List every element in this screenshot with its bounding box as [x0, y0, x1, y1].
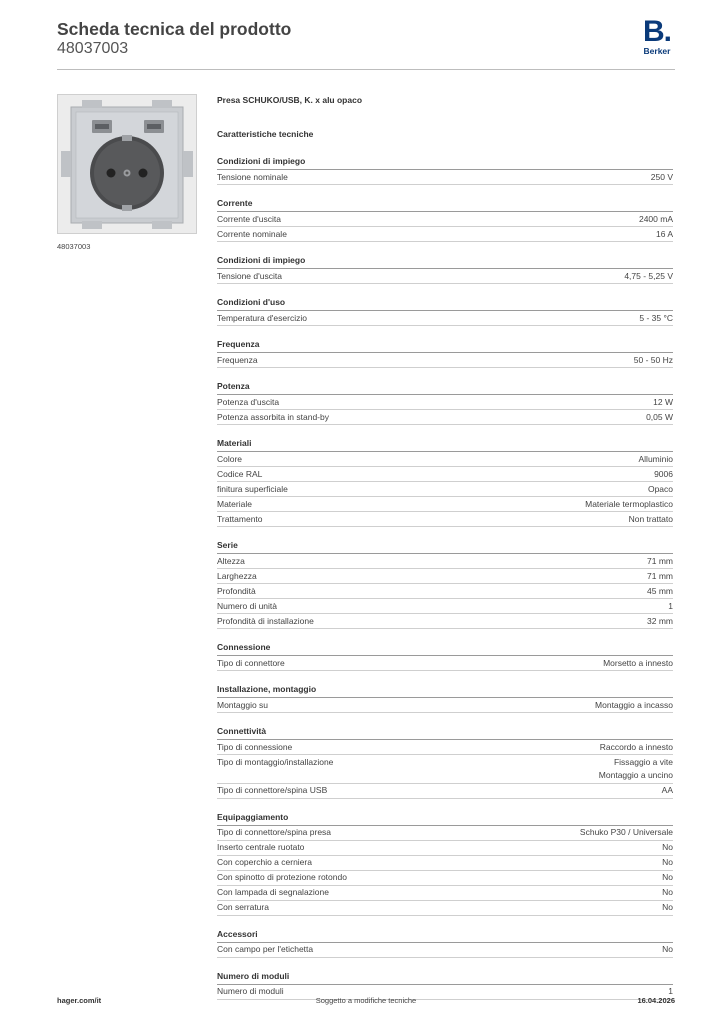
spec-section: [217, 379, 673, 425]
spec-value: No: [662, 902, 673, 912]
spec-row: [217, 410, 673, 425]
spec-section-title: Condizioni di impiego: [217, 253, 673, 269]
spec-row: [217, 614, 673, 629]
spec-label: Inserto centrale ruotato: [217, 842, 305, 852]
spec-section: [217, 538, 673, 629]
spec-value: Montaggio a incasso: [595, 699, 673, 710]
spec-label: Con campo per l'etichetta: [217, 944, 314, 954]
spec-section-title: Corrente: [217, 196, 673, 212]
spec-value: 1: [668, 986, 673, 996]
spec-section-title: Frequenza: [217, 337, 673, 353]
spec-label: Larghezza: [217, 570, 257, 581]
logo-wordmark: Berker: [643, 46, 671, 56]
spec-label: Tipo di connettore/spina USB: [217, 785, 328, 795]
spec-sections: [217, 154, 673, 1000]
spec-label: Numero di moduli: [217, 986, 284, 996]
spec-value: Schuko P30 / Universale: [579, 827, 673, 837]
spec-section-title: Condizioni d'uso: [217, 295, 673, 311]
spec-value: 250 V: [650, 171, 673, 182]
spec-section: [217, 196, 673, 242]
spec-label: Materiale: [217, 498, 252, 509]
spec-value: No: [662, 944, 673, 954]
spec-section-title: Equipaggiamento: [217, 810, 673, 826]
spec-label: Corrente d'uscita: [217, 213, 281, 224]
spec-value: 32 mm: [647, 615, 673, 626]
spec-label: Tensione nominale: [217, 171, 288, 182]
spec-label: Con coperchio a cerniera: [217, 857, 312, 867]
spec-value: Materiale termoplastico: [585, 498, 673, 509]
spec-row: [217, 740, 673, 755]
spec-section: [217, 969, 673, 1000]
spec-label: Tipo di connessione: [217, 741, 293, 752]
spec-section-title: Numero di moduli: [217, 969, 673, 985]
spec-value: Opaco: [647, 483, 673, 494]
spec-row: [217, 871, 673, 886]
spec-value: Morsetto a innesto: [603, 657, 673, 668]
spec-label: Trattamento: [217, 513, 263, 524]
socket-illustration: [58, 95, 196, 233]
spec-value: 4,75 - 5,25 V: [624, 270, 673, 281]
page-title: Scheda tecnica del prodotto: [57, 19, 292, 39]
spec-value: 9006: [654, 468, 673, 479]
spec-value: Raccordo a innesto: [599, 741, 673, 752]
spec-section-title: Materiali: [217, 436, 673, 452]
spec-row: [217, 584, 673, 599]
spec-value: 16 A: [655, 228, 673, 239]
spec-value: Fissaggio a vite Montaggio a uncino: [598, 756, 673, 780]
spec-row: [217, 698, 673, 713]
spec-row: [217, 482, 673, 497]
spec-value: 71 mm: [647, 570, 673, 581]
spec-row: [217, 656, 673, 671]
spec-label: Codice RAL: [217, 468, 263, 479]
berker-logo: [641, 15, 673, 56]
spec-label: Numero di unità: [217, 600, 278, 611]
spec-row: [217, 353, 673, 368]
spec-section: [217, 640, 673, 671]
spec-section-title: Connettività: [217, 724, 673, 740]
product-image-column: [57, 94, 197, 251]
spec-section: [217, 436, 673, 527]
spec-label: Montaggio su: [217, 699, 269, 710]
spec-row: [217, 212, 673, 227]
logo-mark: B.: [643, 15, 671, 48]
spec-label: Tensione d'uscita: [217, 270, 282, 281]
spec-label: finitura superficiale: [217, 483, 288, 494]
spec-section-title: Installazione, montaggio: [217, 682, 673, 698]
spec-row: [217, 554, 673, 569]
spec-label: Potenza assorbita in stand-by: [217, 411, 329, 422]
footer-site-link[interactable]: hager.com/it: [57, 996, 102, 1005]
spec-section: [217, 253, 673, 284]
spec-section: [217, 810, 673, 916]
spec-row: [217, 395, 673, 410]
spec-label: Con spinotto di protezione rotondo: [217, 872, 347, 882]
spec-label: Tipo di connettore/spina presa: [217, 827, 332, 837]
spec-section-title: Accessori: [217, 927, 673, 943]
spec-row: [217, 784, 673, 799]
spec-section-title: Potenza: [217, 379, 673, 395]
spec-value: No: [662, 842, 673, 852]
spec-value: 1: [668, 600, 673, 611]
spec-section: [217, 927, 673, 958]
spec-row: [217, 467, 673, 482]
spec-value: 12 W: [653, 396, 673, 407]
footer-date: 16.04.2026: [637, 996, 675, 1005]
spec-row: [217, 755, 673, 784]
spec-label: Colore: [217, 453, 243, 464]
spec-value: Non trattato: [628, 513, 673, 524]
spec-value: 5 - 35 °C: [639, 312, 673, 323]
product-image: [57, 94, 197, 234]
spec-row: [217, 569, 673, 584]
spec-row: [217, 826, 673, 841]
spec-section-title: Connessione: [217, 640, 673, 656]
spec-label: Profondità: [217, 585, 256, 596]
characteristics-heading: Caratteristiche tecniche: [217, 129, 314, 139]
spec-label: Altezza: [217, 555, 245, 566]
spec-value: AA: [661, 785, 673, 795]
spec-row: [217, 901, 673, 916]
spec-label: Potenza d'uscita: [217, 396, 280, 407]
spec-label: Con serratura: [217, 902, 269, 912]
spec-value: 50 - 50 Hz: [633, 354, 673, 365]
spec-value: No: [662, 872, 673, 882]
product-code: 48037003: [57, 40, 129, 57]
spec-value: 45 mm: [647, 585, 673, 596]
spec-row: [217, 269, 673, 284]
spec-value: 71 mm: [647, 555, 673, 566]
spec-row: [217, 170, 673, 185]
spec-row: [217, 943, 673, 958]
spec-value: No: [662, 857, 673, 867]
page-header: [57, 15, 675, 70]
spec-content: [217, 94, 673, 1011]
spec-row: [217, 452, 673, 467]
spec-label: Tipo di montaggio/installazione: [217, 756, 334, 767]
spec-section: [217, 724, 673, 799]
spec-row: [217, 886, 673, 901]
spec-section-title: Serie: [217, 538, 673, 554]
product-image-caption: 48037003: [57, 242, 91, 251]
spec-label: Frequenza: [217, 354, 258, 365]
spec-label: Profondità di installazione: [217, 615, 314, 626]
spec-row: [217, 227, 673, 242]
spec-row: [217, 856, 673, 871]
spec-row: [217, 512, 673, 527]
spec-value: Alluminio: [638, 453, 673, 464]
spec-section: [217, 337, 673, 368]
spec-value: 0,05 W: [646, 411, 673, 422]
spec-value: No: [662, 887, 673, 897]
spec-row: [217, 311, 673, 326]
footer-note: Soggetto a modifiche tecniche: [315, 996, 417, 1005]
spec-label: Tipo di connettore: [217, 657, 285, 668]
spec-label: Con lampada di segnalazione: [217, 887, 329, 897]
spec-section: [217, 295, 673, 326]
spec-row: [217, 841, 673, 856]
spec-label: Temperatura d'esercizio: [217, 312, 307, 323]
spec-value: 2400 mA: [638, 213, 673, 224]
spec-row: [217, 497, 673, 512]
spec-section: [217, 682, 673, 713]
product-name: Presa SCHUKO/USB, K. x alu opaco: [217, 95, 363, 105]
spec-row: [217, 599, 673, 614]
spec-section: [217, 154, 673, 185]
spec-section-title: Condizioni di impiego: [217, 154, 673, 170]
spec-label: Corrente nominale: [217, 228, 287, 239]
